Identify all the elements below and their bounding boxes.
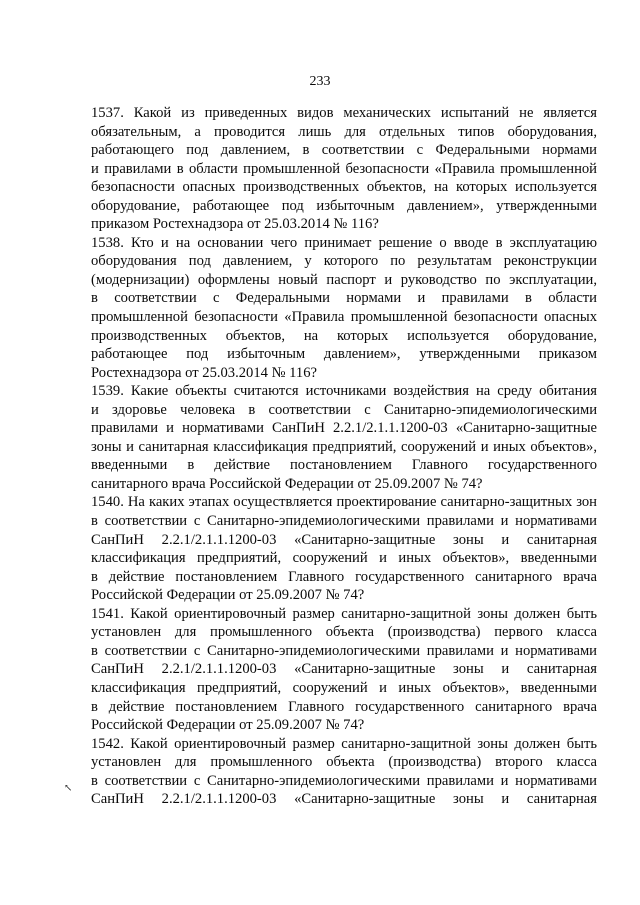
text-line: санитарного врача Российской Федерации от 25.09.2007 № 74? <box>91 475 483 492</box>
text-line: правилами и нормативами СанПиН 2.2.1/2.1.1.1200-03 «Санитарно-защитные <box>91 420 597 437</box>
text-line: и здоровье человека в соответствии с Санитарно-эпидемиологическими <box>91 401 597 418</box>
text-line: работающее под избыточным давлением», утвержденными приказом <box>91 346 597 363</box>
text-line: и правилами в области промышленной безопасности «Правила промышленной <box>91 160 597 177</box>
text-line: Российской Федерации от 25.09.2007 № 74? <box>91 717 365 734</box>
text-line: приказом Ростехнадзора от 25.03.2014 № 116? <box>91 216 379 233</box>
text-line: производственных объектов, на которых используется оборудование, <box>91 327 597 344</box>
text-line: работающего под давлением, в соответствии с Федеральными нормами <box>91 142 597 159</box>
text-line: 1537. Какой из приведенных видов механических испытаний не является <box>91 105 597 121</box>
text-line: Российской Федерации от 25.09.2007 № 74? <box>91 587 365 604</box>
text-line: 1538. Кто и на основании чего принимает решение о вводе в эксплуатацию <box>91 234 597 251</box>
text-line: 1540. На каких этапах осуществляется проектирование санитарно-защитных зон <box>91 494 597 511</box>
text-line: классификация предприятий, сооружений и иных объектов», введенными <box>91 679 597 696</box>
text-line: обязательным, а проводится лишь для отдельных типов оборудования, <box>91 123 597 140</box>
text-line: введенными в действие постановлением Главного государственного <box>91 457 597 474</box>
text-line: зоны и санитарная классификация предприятий, сооружений и иных объектов», <box>91 438 597 455</box>
text-line: в соответствии с Федеральными нормами и правилами в области <box>91 290 597 307</box>
text-line: 1539. Какие объекты считаются источниками воздействия на среду обитания <box>91 383 597 400</box>
text-line: СанПиН 2.2.1/2.1.1.1200-03 «Санитарно-защитные зоны и санитарная <box>91 791 597 808</box>
text-line: 1541. Какой ориентировочный размер санитарно-защитной зоны должен быть <box>91 605 597 622</box>
text-line: оборудования под давлением, у которого по результатам реконструкции <box>91 253 597 270</box>
text-line: 1542. Какой ориентировочный размер санитарно-защитной зоны должен быть <box>91 735 597 752</box>
text-line: СанПиН 2.2.1/2.1.1.1200-03 «Санитарно-защитные зоны и санитарная <box>91 531 597 548</box>
text-line: безопасности опасных производственных объектов, на которых используется <box>91 179 597 196</box>
text-line: установлен для промышленного объекта (производства) первого класса <box>91 624 597 641</box>
text-line: СанПиН 2.2.1/2.1.1.1200-03 «Санитарно-защитные зоны и санитарная <box>91 661 597 678</box>
text-line: в действие постановлением Главного государственного санитарного врача <box>91 698 597 715</box>
text-line: в соответствии с Санитарно-эпидемиологическими правилами и нормативами <box>91 513 597 530</box>
text-line: (модернизации) оформлены новый паспорт и руководство по эксплуатации, <box>91 271 597 288</box>
text-line: в соответствии с Санитарно-эпидемиологическими правилами и нормативами <box>91 772 597 789</box>
text-line: в соответствии с Санитарно-эпидемиологическими правилами и нормативами <box>91 642 597 659</box>
text-line: установлен для промышленного объекта (производства) второго класса <box>91 754 597 771</box>
text-line: классификация предприятий, сооружений и иных объектов», введенными <box>91 550 597 567</box>
text-line: Ростехнадзора от 25.03.2014 № 116? <box>91 364 317 381</box>
document-body <box>91 104 597 809</box>
text-line: в действие постановлением Главного государственного санитарного врача <box>91 568 597 585</box>
text-line: оборудование, работающее под избыточным давлением», утвержденными <box>91 197 597 214</box>
text-line: промышленной безопасности «Правила промышленной безопасности опасных <box>91 309 597 326</box>
margin-mark-icon: ↖ <box>64 783 73 794</box>
page-number: 233 <box>309 74 331 89</box>
